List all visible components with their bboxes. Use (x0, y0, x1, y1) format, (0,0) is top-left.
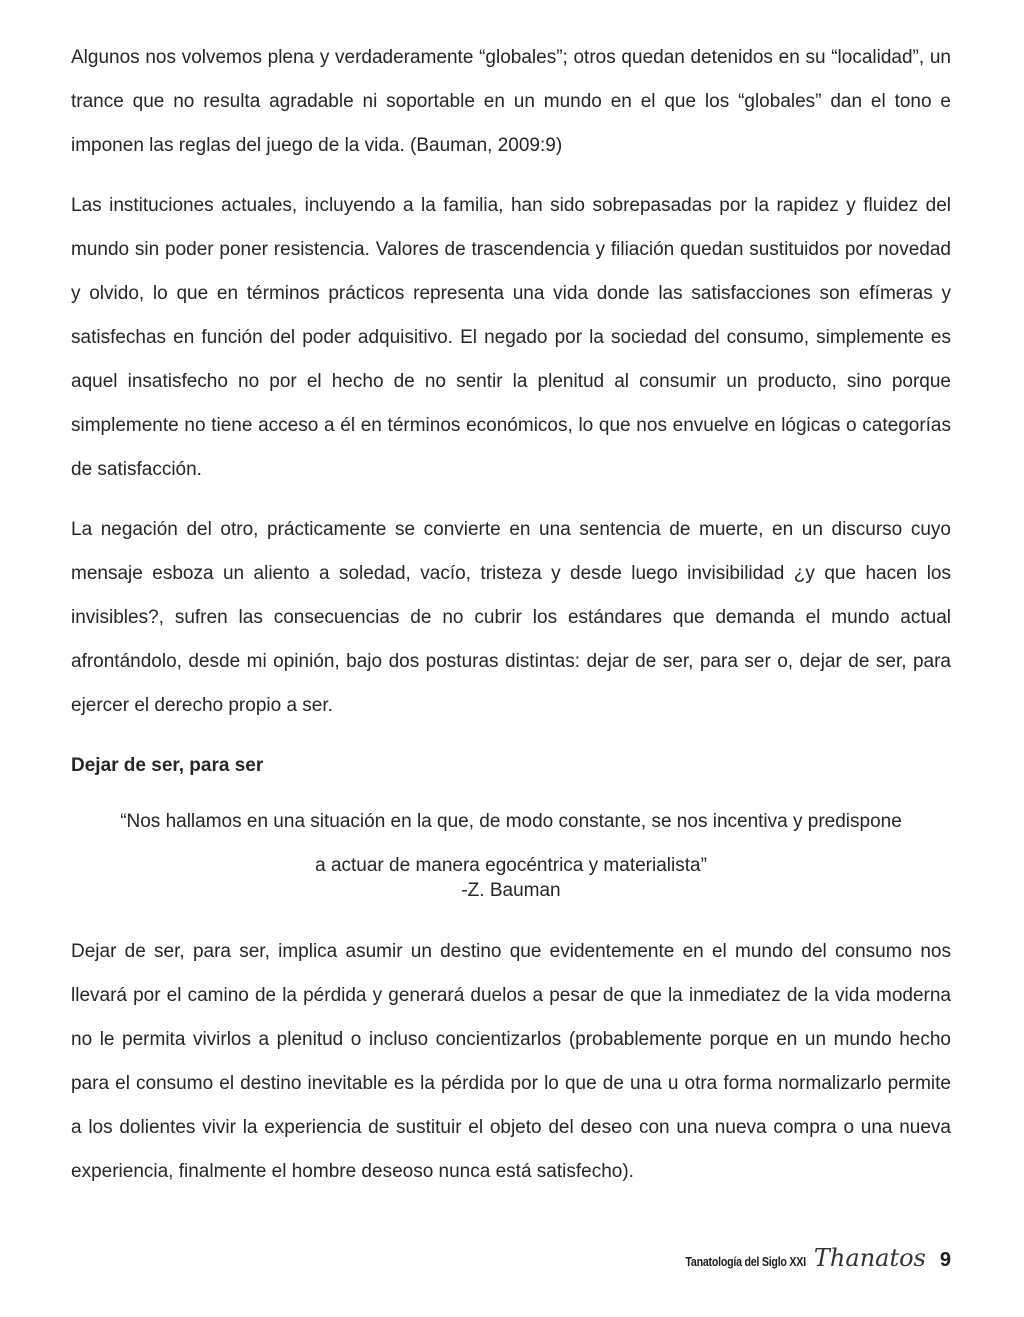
magazine-logo: Thanatos (813, 1244, 926, 1272)
quote-line-1: “Nos hallamos en una situación en la que, de modo constante, se nos incentiva y predispone (120, 811, 902, 832)
epigraph-quote (71, 800, 951, 902)
page-number: 9 (939, 1249, 951, 1271)
page-content (71, 36, 951, 1194)
paragraph-dejar-de-ser: Dejar de ser, para ser, implica asumir un destino que evidentemente en el mundo del consumo nos llevará por el camino de la pérdida y generará duelos a pesar de que la inmediatez de la vida moderna no le permita vivirlos a plenitud o incluso concientizarlos (probablemente porque en un mundo hecho para el consumo el destino inevitable es la pérdida por lo que de una u otra forma normalizarlo permite a los dolientes vivir la experiencia de sustituir el objeto del deseo con una nueva compra o una nueva experiencia, finalmente el hombre deseoso nunca está satisfecho). (71, 941, 951, 1182)
quote-attribution: -Z. Bauman (461, 880, 561, 901)
paragraph-negacion: La negación del otro, prácticamente se convierte en una sentencia de muerte, en un discurso cuyo mensaje esboza un aliento a soledad, vacío, tristeza y desde luego invisibilidad ¿y que hacen los invisibles?, sufren las consecuencias de no cubrir los estándares que demanda el mundo actual afrontándolo, desde mi opinión, bajo dos posturas distintas: dejar de ser, para ser o, dejar de ser, para ejercer el derecho propio a ser. (71, 519, 951, 716)
page-footer (659, 1244, 951, 1272)
section-heading: Dejar de ser, para ser (71, 755, 264, 776)
paragraph-globales: Algunos nos volvemos plena y verdaderamente “globales”; otros quedan detenidos en su “localidad”, un trance que no resulta agradable ni soportable en un mundo en el que los “globales” dan el tono e imponen las reglas del juego de la vida. (Bauman, 2009:9) (71, 47, 951, 156)
paragraph-instituciones: Las instituciones actuales, incluyendo a la familia, han sido sobrepasadas por la rapidez y fluidez del mundo sin poder poner resistencia. Valores de trascendencia y filiación quedan sustituidos por novedad y olvido, lo que en términos prácticos representa una vida donde las satisfacciones son efímeras y satisfechas en función del poder adquisitivo. El negado por la sociedad del consumo, simplemente es aquel insatisfecho no por el hecho de no sentir la plenitud al consumir un producto, sino porque simplemente no tiene acceso a él en términos económicos, lo que nos envuelve en lógicas o categorías de satisfacción. (71, 195, 951, 480)
publication-name: Tanatología del Siglo XXI (685, 1254, 806, 1269)
quote-line-2: a actuar de manera egocéntrica y materialista” (315, 855, 707, 876)
